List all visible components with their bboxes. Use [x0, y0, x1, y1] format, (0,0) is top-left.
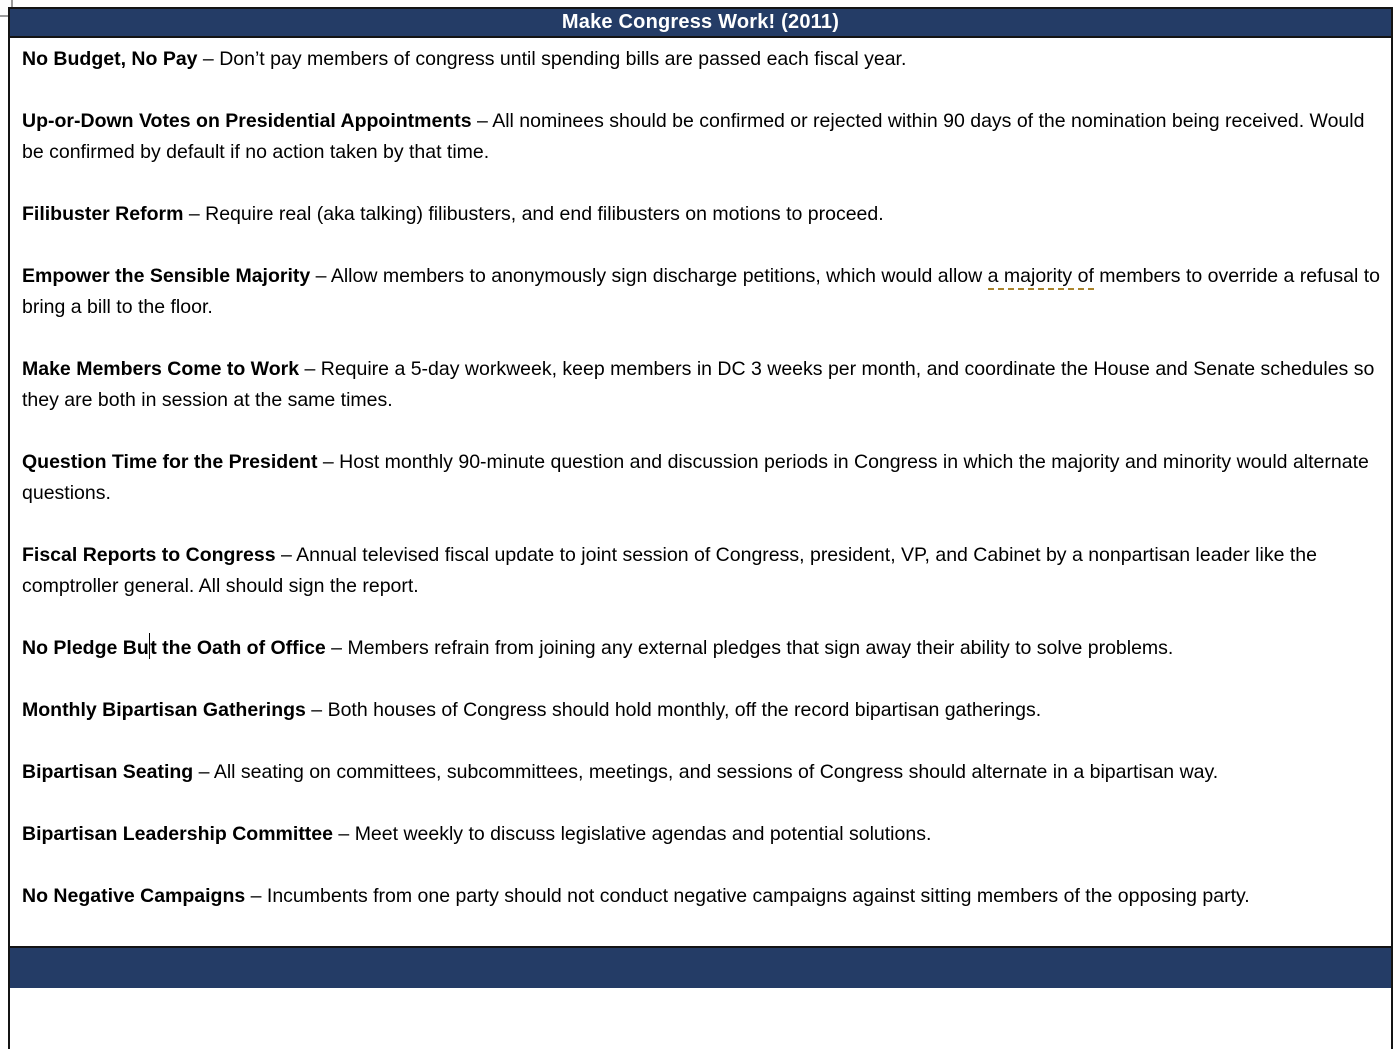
item-description: Host monthly 90-minute question and discussion periods in Congress in which the majority and minority would alternate questions. [22, 451, 1369, 504]
list-item[interactable] [22, 695, 1381, 726]
item-title: No Pledge But the Oath of Office [22, 637, 326, 659]
list-item[interactable] [22, 757, 1381, 788]
policy-table [8, 7, 1393, 1049]
item-title: Fiscal Reports to Congress [22, 544, 276, 566]
item-title: Bipartisan Leadership Committee [22, 823, 333, 845]
table-header-bar [10, 9, 1391, 38]
item-description: Annual televised fiscal update to joint session of Congress, president, VP, and Cabinet by a nonpartisan leader like the comptroller general. All should sign the report. [22, 544, 1317, 597]
item-title: No Negative Campaigns [22, 885, 246, 907]
title-separator: – [299, 358, 321, 380]
item-description: All nominees should be confirmed or rejected within 90 days of the nomination being received. Would be confirmed by default if no action taken by that time. [22, 110, 1365, 163]
title-separator: – [305, 699, 328, 721]
title-separator: – [183, 203, 206, 225]
list-item[interactable] [22, 540, 1381, 602]
item-title: Bipartisan Seating [22, 761, 194, 783]
item-title: Monthly Bipartisan Gatherings [22, 699, 306, 721]
list-item[interactable] [22, 106, 1381, 168]
item-description: Require a 5-day workweek, keep members in DC 3 weeks per month, and coordinate the House and Senate schedules so they are both in session at the same times. [22, 358, 1375, 411]
item-description: Incumbents from one party should not conduct negative campaigns against sitting members of the opposing party. [266, 885, 1250, 907]
grammar-suggestion-text[interactable]: a majority of [988, 265, 1094, 290]
list-item[interactable] [22, 44, 1381, 75]
item-title: Empower the Sensible Majority [22, 265, 311, 287]
title-separator: – [325, 637, 348, 659]
list-item[interactable] [22, 261, 1381, 323]
item-title: Question Time for the President [22, 451, 318, 473]
text-cursor-caret [149, 633, 151, 659]
title-separator: – [193, 761, 214, 783]
title-separator: – [197, 48, 220, 70]
item-title: Up-or-Down Votes on Presidential Appointments [22, 110, 472, 132]
next-section-header-bar [10, 946, 1391, 988]
title-separator: – [245, 885, 267, 907]
list-item[interactable] [22, 881, 1381, 912]
item-description: Don’t pay members of congress until spending bills are passed each fiscal year. [219, 48, 907, 70]
list-item[interactable] [22, 199, 1381, 230]
item-title: Make Members Come to Work [22, 358, 300, 380]
list-item[interactable] [22, 819, 1381, 850]
title-separator: – [471, 110, 493, 132]
item-title: No Budget, No Pay [22, 48, 198, 70]
list-item[interactable] [22, 633, 1381, 664]
title-separator: – [275, 544, 297, 566]
item-description: Meet weekly to discuss legislative agendas and potential solutions. [354, 823, 932, 845]
item-description: Members refrain from joining any external pledges that sign away their ability to solve problems. [347, 637, 1174, 659]
item-description: All seating on committees, subcommittees, meetings, and sessions of Congress should alternate in a bipartisan way. [213, 761, 1219, 783]
item-description: Allow members to anonymously sign discharge petitions, which would allow [330, 265, 988, 287]
title-separator: – [333, 823, 355, 845]
policy-list[interactable] [10, 38, 1391, 946]
table-title: Make Congress Work! (2011) [561, 11, 840, 33]
item-description: Both houses of Congress should hold monthly, off the record bipartisan gatherings. [327, 699, 1042, 721]
title-separator: – [317, 451, 340, 473]
item-description: members to override a refusal to bring a bill to the floor. [22, 265, 1380, 318]
item-description: Require real (aka talking) filibusters, and end filibusters on motions to proceed. [205, 203, 884, 225]
list-item[interactable] [22, 354, 1381, 416]
title-separator: – [310, 265, 331, 287]
item-title: Filibuster Reform [22, 203, 184, 225]
list-item[interactable] [22, 447, 1381, 509]
